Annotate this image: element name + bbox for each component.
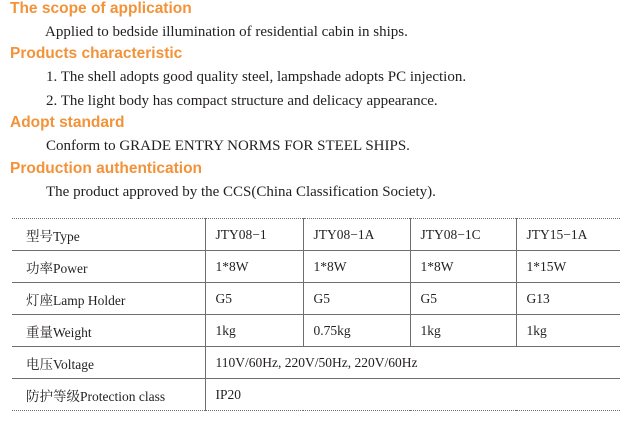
row-label: 灯座Lamp Holder [12,283,205,315]
table-cell: 1kg [516,315,620,347]
characteristic-item-1: 1. The shell adopts good quality steel, lampshade adopts PC injection. [46,69,467,85]
table-cell: IP20 [205,379,620,411]
standard-text: Conform to GRADE ENTRY NORMS FOR STEEL SHIPS. [46,138,410,154]
table-cell: G5 [410,283,516,315]
heading-standard: Adopt standard [10,114,125,131]
table-cell: G5 [205,283,303,315]
row-label: 功率Power [12,251,205,283]
scope-text: Applied to bedside illumination of residential cabin in ships. [45,24,408,40]
table-cell: 1*8W [303,251,410,283]
table-cell: 0.75kg [303,315,410,347]
table-cell: 1*15W [516,251,620,283]
table-cell: 1*8W [410,251,516,283]
table-row-voltage [12,347,620,379]
heading-authentication: Production authentication [10,160,203,177]
table-cell: JTY15−1A [516,219,620,251]
table-row-lamp-holder [12,283,620,315]
table-cell: JTY08−1C [410,219,516,251]
table-cell: G5 [303,283,410,315]
table-row-power [12,251,620,283]
authentication-text: The product approved by the CCS(China Classification Society). [46,184,436,200]
heading-characteristic: Products characteristic [10,45,183,62]
table-row-protection-class [12,379,620,411]
table-cell: 1kg [205,315,303,347]
table-row-weight [12,315,620,347]
table-cell: JTY08−1 [205,219,303,251]
heading-scope: The scope of application [10,0,192,17]
table-cell: 1kg [410,315,516,347]
row-label: 型号Type [12,219,205,251]
characteristic-item-2: 2. The light body has compact structure and delicacy appearance. [46,93,438,109]
row-label: 重量Weight [12,315,205,347]
row-label: 电压Voltage [12,347,205,379]
table-cell: G13 [516,283,620,315]
table-cell: JTY08−1A [303,219,410,251]
table-row-type [12,219,620,251]
table-cell: 1*8W [205,251,303,283]
spec-table [12,218,620,411]
row-label: 防护等级Protection class [12,379,205,411]
table-cell: 110V/60Hz, 220V/50Hz, 220V/60Hz [205,347,620,379]
